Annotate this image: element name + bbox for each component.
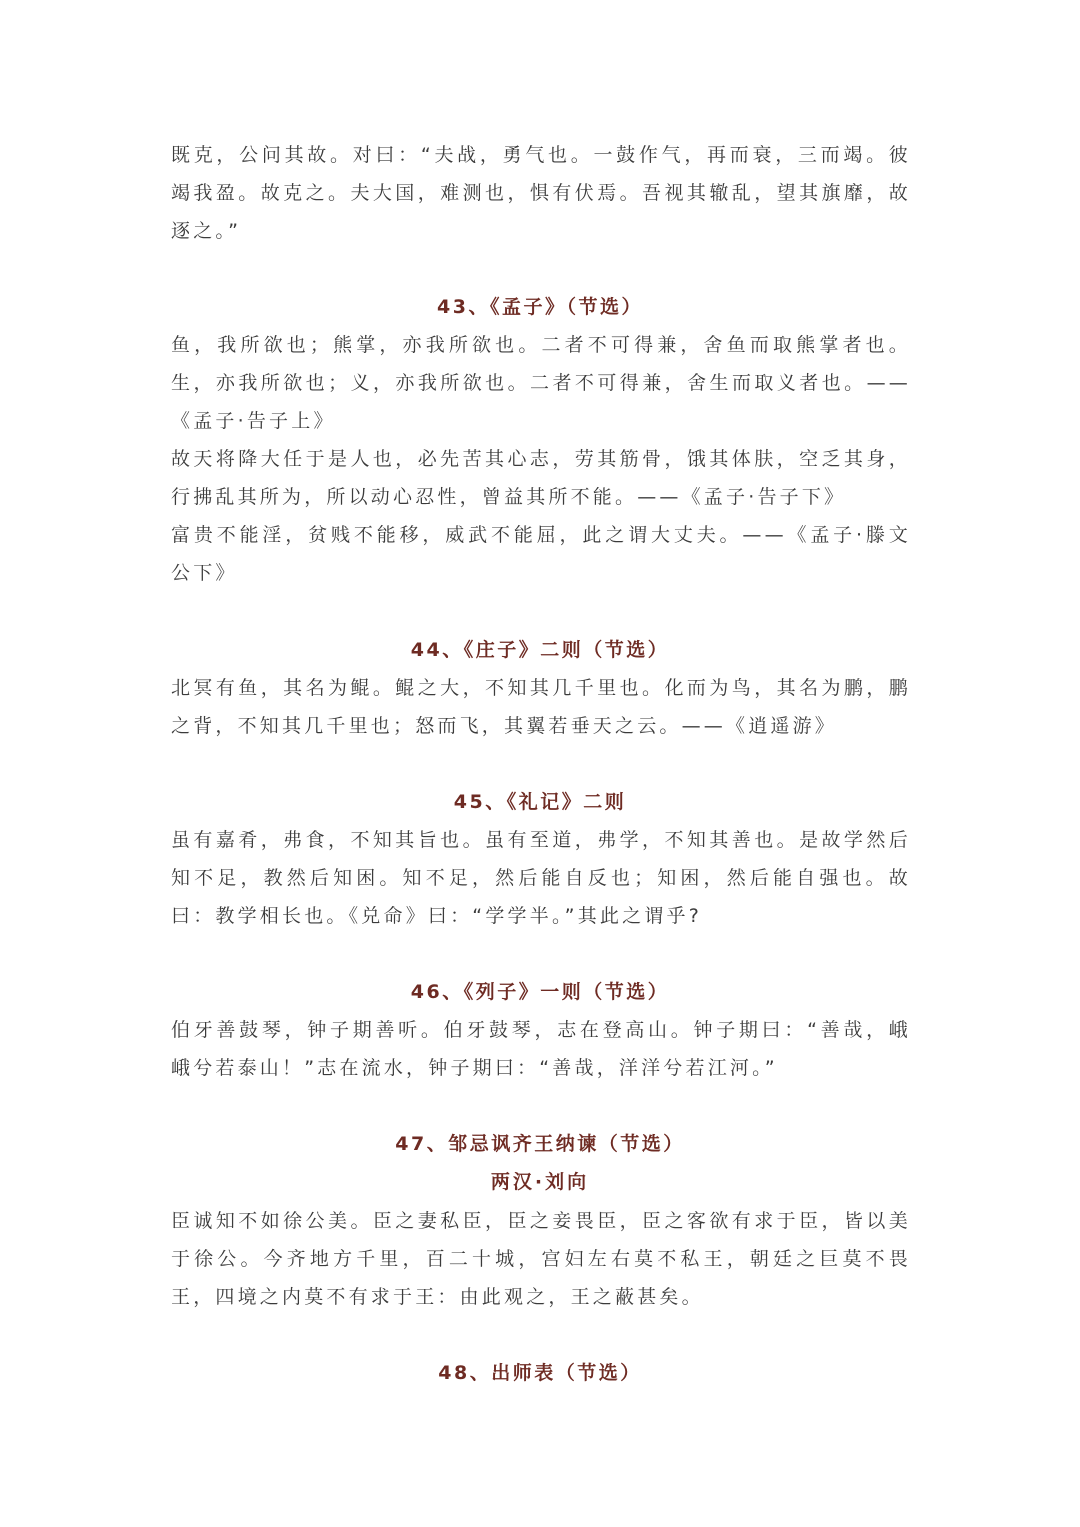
section-47-title: 47、邹忌讽齐王纳谏（节选） (395, 1133, 685, 1155)
section-44-title: 44、《庄子》二则（节选） (410, 639, 670, 661)
section-44-paragraph: 北冥有鱼，其名为鲲。鲲之大，不知其几千里也。化而为鸟，其名为鹏，鹏之背，不知其几千里也；怒而飞，其翼若垂天之云。——《逍遥游》 (171, 677, 911, 737)
section-45-title: 45、《礼记》二则 (453, 791, 627, 813)
section-46-paragraph: 伯牙善鼓琴，钟子期善听。伯牙鼓琴，志在登高山。钟子期曰：“善哉，峨峨兮若泰山！”志在流水，钟子期曰：“善哉，洋洋兮若江河。” (171, 1019, 911, 1079)
section-47-author: 两汉·刘向 (490, 1171, 590, 1193)
section-48-title: 48、出师表（节选） (438, 1362, 642, 1384)
intro-paragraph: 既克，公问其故。对曰：“夫战，勇气也。一鼓作气，再而衰，三而竭。彼竭我盈。故克之。夫大国，难测也，惧有伏焉。吾视其辙乱，望其旗靡，故逐之。” (171, 144, 911, 242)
section-43-title: 43、《孟子》（节选） (437, 296, 643, 318)
section-43-paragraph-1: 鱼，我所欲也；熊掌，亦我所欲也。二者不可得兼，舍鱼而取熊掌者也。生，亦我所欲也；义，亦我所欲也。二者不可得兼，舍生而取义者也。——《孟子·告子上》 (171, 334, 911, 432)
section-43-paragraph-3: 富贵不能淫，贫贱不能移，威武不能屈，此之谓大丈夫。——《孟子·滕文公下》 (171, 524, 911, 584)
section-43-paragraph-2: 故天将降大任于是人也，必先苦其心志，劳其筋骨，饿其体肤，空乏其身，行拂乱其所为，所以动心忍性，曾益其所不能。——《孟子·告子下》 (171, 448, 911, 508)
section-47-paragraph: 臣诚知不如徐公美。臣之妻私臣，臣之妾畏臣，臣之客欲有求于臣，皆以美于徐公。今齐地方千里，百二十城，宫妇左右莫不私王，朝廷之巨莫不畏王，四境之内莫不有求于王：由此观之，王之蔽甚矣。 (171, 1210, 911, 1308)
section-45-paragraph: 虽有嘉肴，弗食，不知其旨也。虽有至道，弗学，不知其善也。是故学然后知不足，教然后知困。知不足，然后能自反也；知困，然后能自强也。故曰：教学相长也。《兑命》曰：“学学半。”其此之谓乎? (171, 829, 911, 927)
section-46-title: 46、《列子》一则（节选） (410, 981, 670, 1003)
